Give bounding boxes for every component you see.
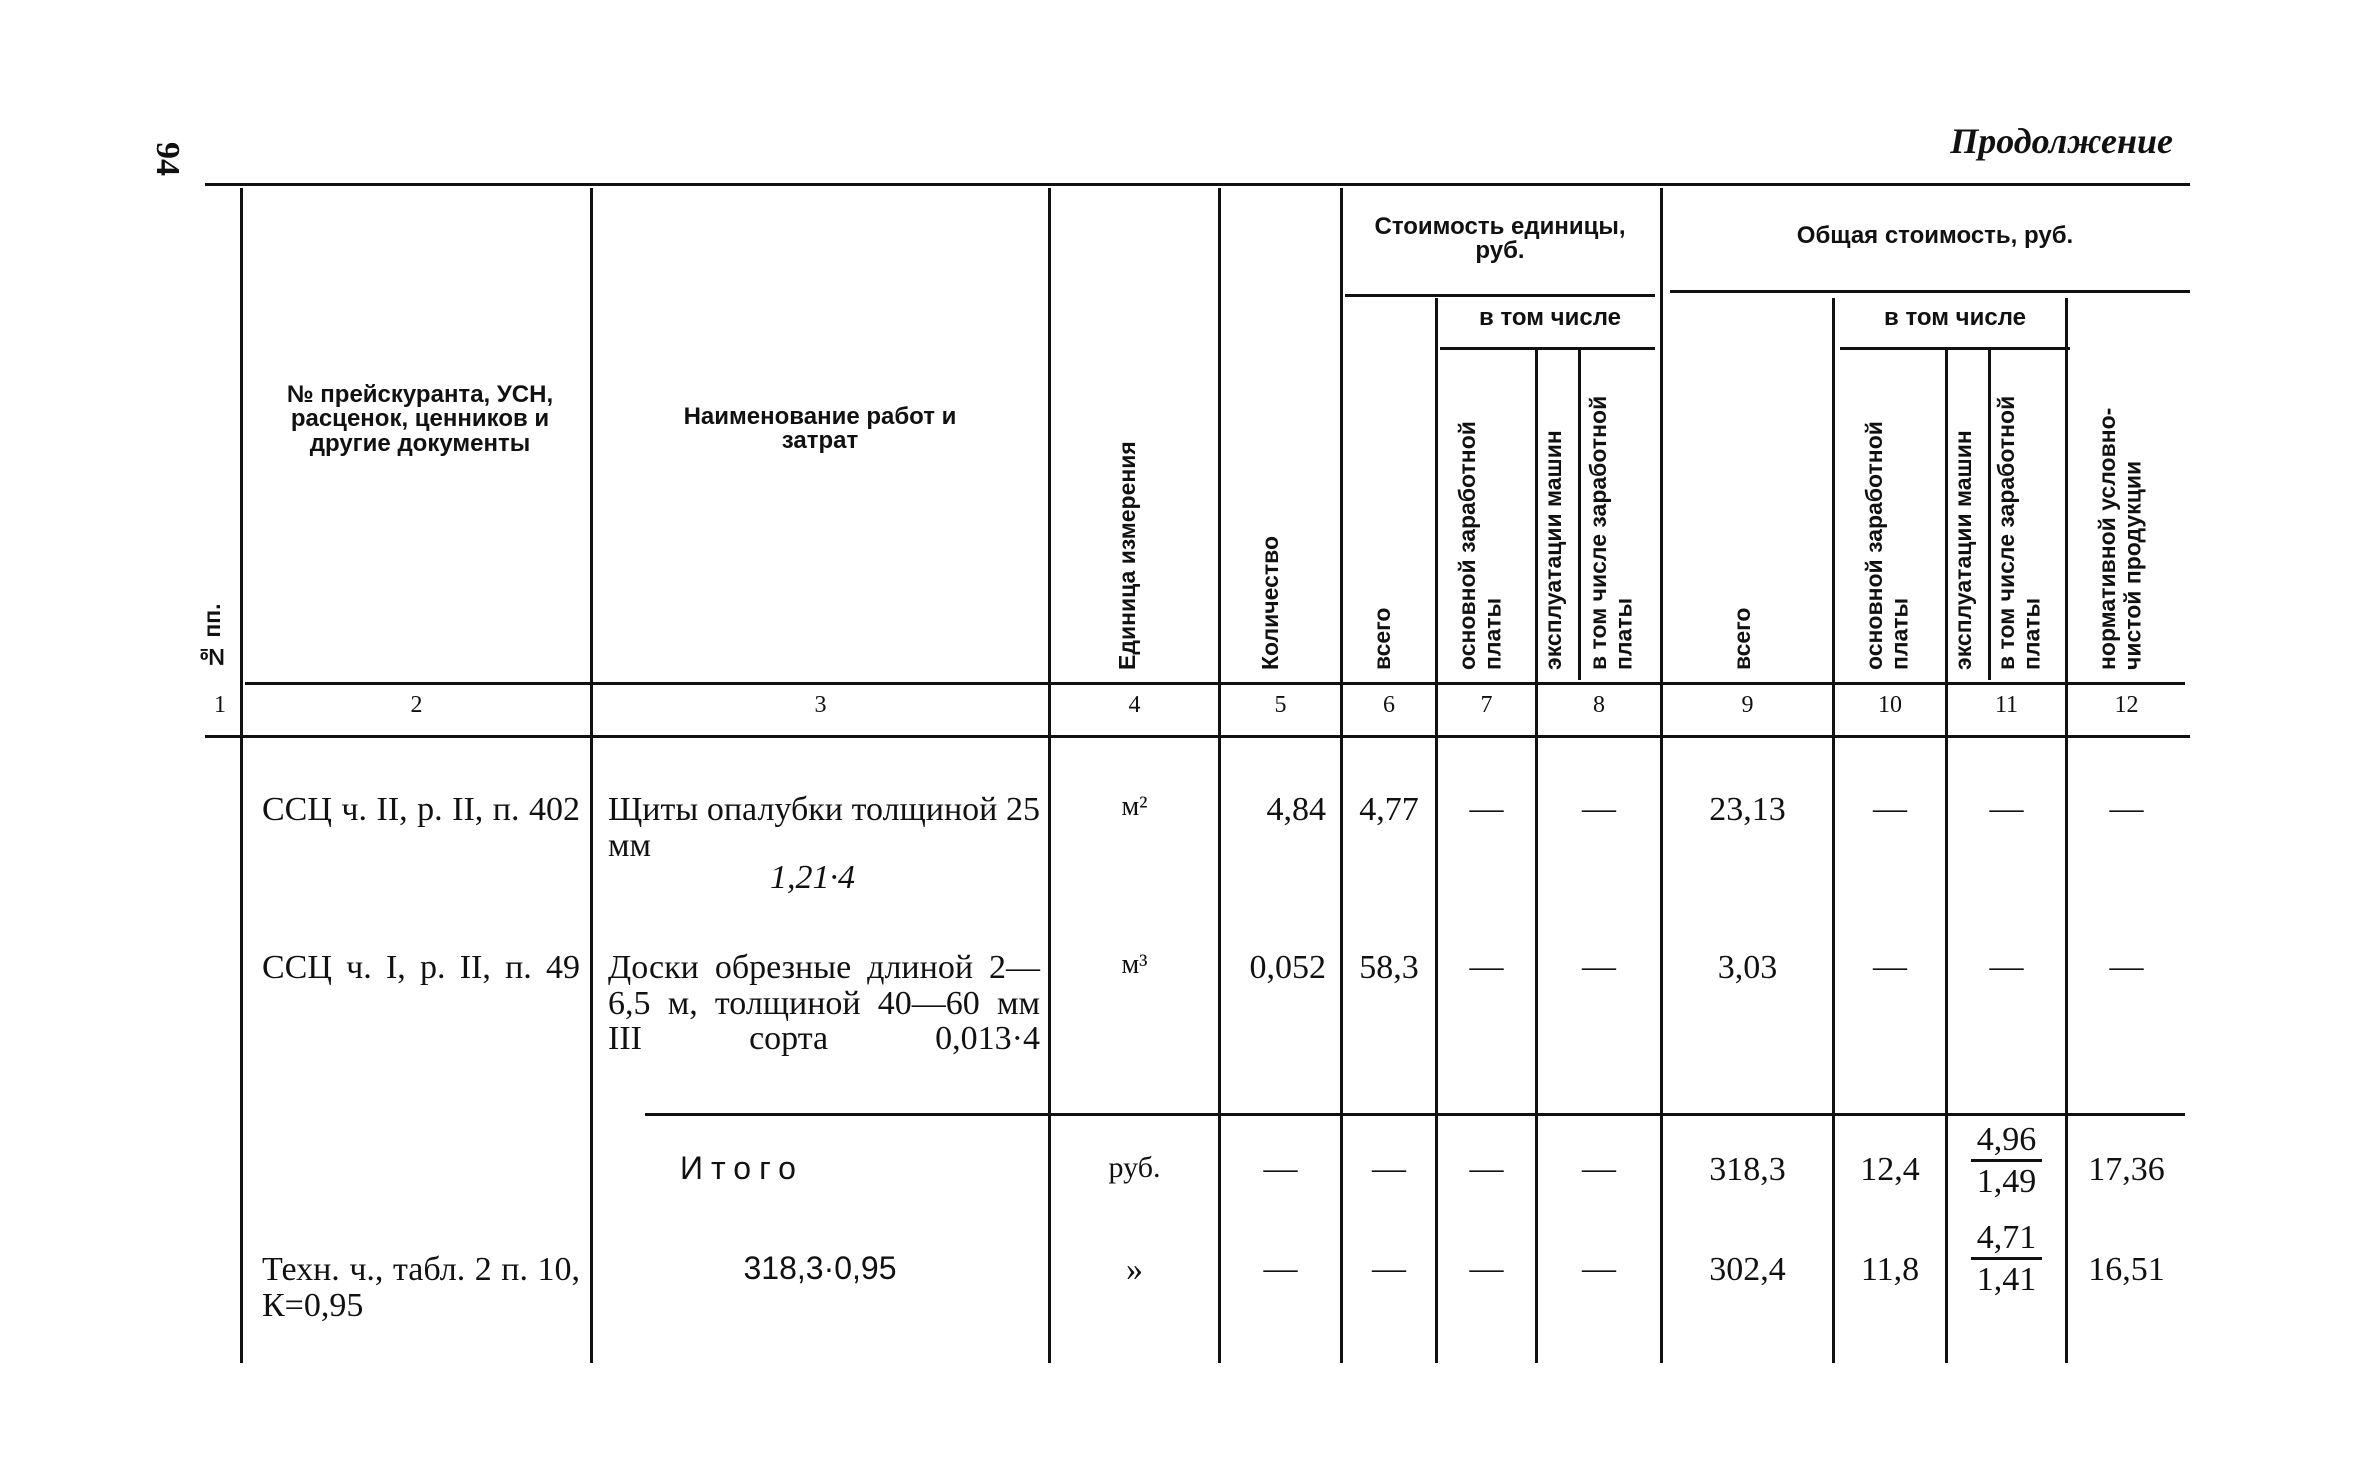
header-total-cost-wages: основной заработной платы <box>1861 421 1913 670</box>
summary-top-rule <box>645 1113 2185 1116</box>
column-number: 7 <box>1480 692 1493 718</box>
row1-total-wages: — <box>1873 790 1907 827</box>
summary1-unit-total: — <box>1372 1150 1406 1187</box>
col-divider-6-7 <box>1435 298 1438 1363</box>
unit-including-rule <box>1440 347 1655 350</box>
column-number: 10 <box>1878 692 1902 718</box>
header-unit-cost-machines: эксплуатации машин <box>1540 430 1566 670</box>
header-unit-cost-wages: основной заработной платы <box>1454 421 1506 670</box>
header-total-cost-including: в том числе <box>1884 304 2026 331</box>
header-unit-cost-machines-wages: в том числе заработной платы <box>1585 395 1637 670</box>
row2-unit-wages: — <box>1469 948 1504 985</box>
row2-total: 3,03 <box>1717 949 1778 986</box>
header-total-cost-group: Общая стоимость, руб. <box>1796 222 2074 249</box>
row1-unit-machines: — <box>1582 790 1616 827</box>
header-total-cost-machines: эксплуатации машин <box>1950 430 1976 670</box>
row2-normative: — <box>2109 948 2144 985</box>
col-divider-8-sub <box>1578 350 1581 680</box>
header-normative: нормативной условно-чистой продукции <box>2094 407 2146 670</box>
total-including-rule <box>1840 347 2070 350</box>
summary1-total-machines-fraction <box>1948 1120 2065 1201</box>
header-document: № прейскуранта, УСН, расценок, ценников и другие документы <box>286 381 554 457</box>
row1-total: 23,13 <box>1709 791 1786 828</box>
row1-total-machines: — <box>1989 790 2024 827</box>
summary1-unit: руб. <box>1108 1151 1161 1184</box>
row2-total-machines: — <box>1989 948 2024 985</box>
summary1-normative: 17,36 <box>2088 1151 2165 1188</box>
col-divider-11-12 <box>2065 298 2068 1363</box>
continuation-label: Продолжение <box>1950 121 2173 161</box>
column-number: 9 <box>1741 692 1754 718</box>
header-row-number: № пп. <box>199 603 225 670</box>
row2-document: ССЦ ч. I, р. II, п. 49 <box>262 949 580 986</box>
col-divider-7-8 <box>1535 350 1538 1363</box>
summary2-quantity: — <box>1263 1250 1298 1287</box>
summary2-unit-wages: — <box>1469 1250 1504 1287</box>
header-total-cost-machines-wages: в том числе заработной платы <box>1993 395 2045 670</box>
col-divider-11-sub <box>1988 350 1991 680</box>
unit-cost-group-rule <box>1345 294 1655 297</box>
summary1-machines-top: 4,96 <box>1971 1120 2043 1162</box>
row1-unit: м² <box>1121 791 1148 822</box>
col-divider-2-3 <box>590 188 593 1363</box>
summary2-unit-machines: — <box>1582 1250 1616 1287</box>
row1-unit-total: 4,77 <box>1359 791 1419 828</box>
column-number: 8 <box>1593 692 1605 718</box>
col-divider-3-4 <box>1048 188 1051 1363</box>
row1-document: ССЦ ч. II, р. II, п. 402 <box>262 791 580 828</box>
summary1-machines-bottom: 1,49 <box>1976 1163 2037 1201</box>
total-cost-group-rule <box>1670 290 2190 293</box>
summary2-machines-bottom: 1,41 <box>1976 1261 2037 1299</box>
summary2-normative: 16,51 <box>2088 1251 2165 1288</box>
summary2-total: 302,4 <box>1709 1251 1786 1288</box>
row1-work-name: Щиты опалубки толщиной 25 мм <box>608 791 1040 864</box>
row2-quantity: 0,052 <box>1249 949 1326 986</box>
column-number: 1 <box>214 692 226 718</box>
row2-total-wages: — <box>1873 948 1907 985</box>
summary1-quantity: — <box>1263 1150 1298 1187</box>
row2-unit-machines: — <box>1582 948 1616 985</box>
header-unit: Единица измерения <box>1114 441 1140 670</box>
column-number: 12 <box>2114 692 2139 718</box>
col-divider-10-11 <box>1945 350 1948 1363</box>
summary2-document: Техн. ч., табл. 2 п. 10, К=0,95 <box>262 1251 580 1324</box>
summary2-name: 318,3·0,95 <box>743 1250 897 1286</box>
header-total-cost-total: всего <box>1729 607 1755 670</box>
col-divider-9-10 <box>1832 298 1835 1363</box>
column-number: 2 <box>410 692 423 718</box>
header-unit-cost-total: всего <box>1369 607 1395 670</box>
column-number: 11 <box>1994 692 2019 718</box>
summary2-total-wages: 11,8 <box>1860 1251 1920 1288</box>
summary1-name: Итого <box>680 1150 804 1186</box>
numbers-bottom-rule <box>205 735 2190 738</box>
summary1-total-wages: 12,4 <box>1860 1151 1920 1188</box>
summary2-unit: » <box>1126 1251 1143 1288</box>
column-number: 6 <box>1383 692 1395 718</box>
col-divider-1-2 <box>240 188 243 1363</box>
summary1-total: 318,3 <box>1709 1151 1786 1188</box>
header-bottom-rule <box>245 682 2185 685</box>
summary1-unit-machines: — <box>1582 1150 1616 1187</box>
column-number: 5 <box>1274 692 1287 718</box>
row1-quantity: 4,84 <box>1266 791 1326 828</box>
row1-normative: — <box>2109 790 2144 827</box>
row1-formula: 1,21·4 <box>770 859 855 896</box>
header-quantity: Количество <box>1257 535 1283 670</box>
summary1-unit-wages: — <box>1469 1150 1504 1187</box>
header-unit-cost-group: Стоимость единицы, руб. <box>1374 213 1626 265</box>
row2-unit-total: 58,3 <box>1359 949 1419 986</box>
header-work-name: Наименование работ и затрат <box>683 403 957 455</box>
row2-work-name: Доски обрезные длиной 2—6,5 м, толщиной 40—60 мм III сорта 0,013·4 <box>608 949 1040 1058</box>
row1-unit-wages: — <box>1469 790 1504 827</box>
table-top-rule <box>205 183 2190 186</box>
page-number: 94 <box>149 142 186 176</box>
summary2-total-machines-fraction <box>1948 1218 2065 1299</box>
column-number: 4 <box>1128 692 1141 718</box>
header-unit-cost-including: в том числе <box>1479 304 1621 331</box>
summary2-machines-top: 4,71 <box>1971 1218 2043 1260</box>
row2-unit: м³ <box>1121 949 1148 980</box>
summary2-unit-total: — <box>1372 1250 1406 1287</box>
column-number: 3 <box>814 692 827 718</box>
